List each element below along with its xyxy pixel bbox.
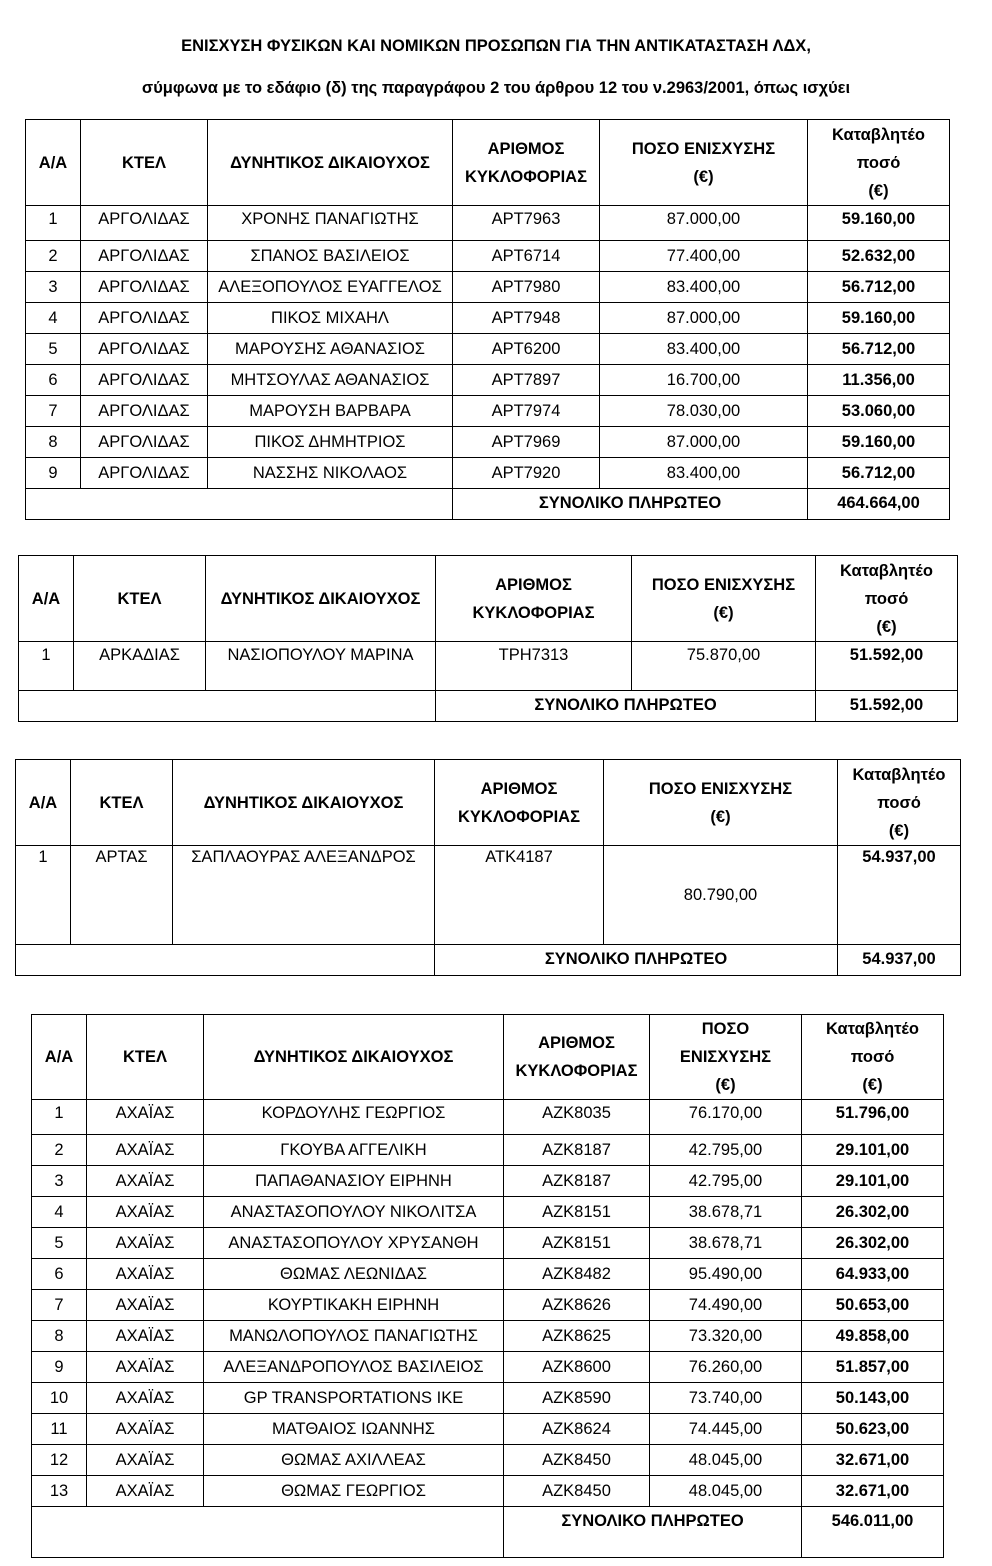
cell-subsidy: 75.870,00: [632, 642, 816, 691]
table-row: [26, 272, 950, 303]
cell-beneficiary: ΠΙΚΟΣ ΜΙΧΑΗΛ: [208, 303, 453, 334]
beneficiaries-table: [25, 119, 950, 520]
cell-plate: ΑΡΤ6200: [453, 334, 600, 365]
cell-plate: ΑΡΤ6714: [453, 241, 600, 272]
cell-ktel: ΑΧΑΪΑΣ: [87, 1414, 204, 1445]
cell-payable: 56.712,00: [808, 458, 950, 489]
cell-subsidy: 73.740,00: [650, 1383, 802, 1414]
cell-subsidy: 76.260,00: [650, 1352, 802, 1383]
cell-beneficiary: ΠΑΠΑΘΑΝΑΣΙΟΥ ΕΙΡΗΝΗ: [204, 1166, 504, 1197]
header-subsidy: [604, 760, 838, 846]
header-plate: ΑΡΙΘΜΟΣ ΚΥΚΛΟΦΟΡΙΑΣ: [435, 760, 604, 846]
cell-beneficiary: ΜΑΤΘΑΙΟΣ ΙΩΑΝΝΗΣ: [204, 1414, 504, 1445]
cell-payable: 59.160,00: [808, 206, 950, 241]
cell-payable: 32.671,00: [802, 1445, 944, 1476]
cell-aa: 1: [32, 1100, 87, 1135]
cell-beneficiary: ΣΑΠΛΑΟΥΡΑΣ ΑΛΕΞΑΝΔΡΟΣ: [173, 846, 435, 945]
cell-plate: ΑΖΚ8187: [504, 1135, 650, 1166]
total-value: 51.592,00: [816, 691, 958, 722]
cell-beneficiary: ΘΩΜΑΣ ΛΕΩΝΙΔΑΣ: [204, 1259, 504, 1290]
cell-ktel: ΑΧΑΪΑΣ: [87, 1166, 204, 1197]
cell-beneficiary: ΘΩΜΑΣ ΑΧΙΛΛΕΑΣ: [204, 1445, 504, 1476]
table-row: [32, 1197, 944, 1228]
cell-beneficiary: ΑΝΑΣΤΑΣΟΠΟΥΛΟΥ ΧΡΥΣΑΝΘΗ: [204, 1228, 504, 1259]
cell-beneficiary: ΓΚΟΥΒΑ ΑΓΓΕΛΙΚΗ: [204, 1135, 504, 1166]
cell-ktel: ΑΧΑΪΑΣ: [87, 1290, 204, 1321]
table-row: [32, 1414, 944, 1445]
cell-payable: 64.933,00: [802, 1259, 944, 1290]
cell-ktel: ΑΡΓΟΛΙΔΑΣ: [81, 427, 208, 458]
total-empty-cell: [16, 945, 435, 976]
cell-aa: 8: [26, 427, 81, 458]
cell-ktel: ΑΡΓΟΛΙΔΑΣ: [81, 303, 208, 334]
cell-payable: 50.623,00: [802, 1414, 944, 1445]
header-subsidy: [632, 556, 816, 642]
total-row: [19, 691, 958, 722]
cell-beneficiary: ΧΡΟΝΗΣ ΠΑΝΑΓΙΩΤΗΣ: [208, 206, 453, 241]
total-label: ΣΥΝΟΛΙΚΟ ΠΛΗΡΩΤΕΟ: [504, 1507, 802, 1558]
table-header-row: [16, 760, 961, 846]
cell-ktel: ΑΧΑΪΑΣ: [87, 1197, 204, 1228]
cell-aa: 5: [32, 1228, 87, 1259]
cell-subsidy: 87.000,00: [600, 303, 808, 334]
cell-plate: ΑΖΚ8035: [504, 1100, 650, 1135]
cell-subsidy: 83.400,00: [600, 334, 808, 365]
cell-aa: 11: [32, 1414, 87, 1445]
cell-subsidy: 42.795,00: [650, 1166, 802, 1197]
cell-subsidy: 38.678,71: [650, 1228, 802, 1259]
cell-ktel: ΑΧΑΪΑΣ: [87, 1259, 204, 1290]
table-row: [16, 846, 961, 945]
cell-beneficiary: ΜΑΡΟΥΣΗΣ ΑΘΑΝΑΣΙΟΣ: [208, 334, 453, 365]
table-row: [32, 1445, 944, 1476]
total-row: [32, 1507, 944, 1558]
cell-plate: ΑΖΚ8600: [504, 1352, 650, 1383]
cell-payable: 51.796,00: [802, 1100, 944, 1135]
cell-subsidy: 48.045,00: [650, 1445, 802, 1476]
cell-plate: ΑΡΤ7948: [453, 303, 600, 334]
table-row: [32, 1135, 944, 1166]
table-row: [26, 303, 950, 334]
header-plate: ΑΡΙΘΜΟΣ ΚΥΚΛΟΦΟΡΙΑΣ: [436, 556, 632, 642]
header-subsidy-text: ΠΟΣΟ ΕΝΙΣΧΥΣΗΣ (€): [631, 139, 776, 186]
cell-subsidy: 76.170,00: [650, 1100, 802, 1135]
beneficiaries-table: [15, 759, 961, 976]
header-payable: [838, 760, 961, 846]
cell-plate: ΑΖΚ8626: [504, 1290, 650, 1321]
cell-beneficiary: ΠΙΚΟΣ ΔΗΜΗΤΡΙΟΣ: [208, 427, 453, 458]
cell-ktel: ΑΡΤΑΣ: [71, 846, 173, 945]
header-subsidy: [650, 1015, 802, 1100]
cell-ktel: ΑΡΓΟΛΙΔΑΣ: [81, 272, 208, 303]
cell-subsidy: 87.000,00: [600, 206, 808, 241]
header-plate: ΑΡΙΘΜΟΣ ΚΥΚΛΟΦΟΡΙΑΣ: [453, 120, 600, 206]
cell-payable: 11.356,00: [808, 365, 950, 396]
total-label: ΣΥΝΟΛΙΚΟ ΠΛΗΡΩΤΕΟ: [436, 691, 816, 722]
cell-plate: ΑΡΤ7920: [453, 458, 600, 489]
table-header-row: [32, 1015, 944, 1100]
cell-payable: 53.060,00: [808, 396, 950, 427]
cell-beneficiary: ΚΟΥΡΤΙΚΑΚΗ ΕΙΡΗΝΗ: [204, 1290, 504, 1321]
header-payable-text: Καταβλητέο ποσό (€): [826, 1020, 919, 1094]
cell-payable: 56.712,00: [808, 334, 950, 365]
table-header-row: [26, 120, 950, 206]
header-beneficiary: ΔΥΝΗΤΙΚΟΣ ΔΙΚΑΙΟΥΧΟΣ: [173, 760, 435, 846]
cell-subsidy: 83.400,00: [600, 458, 808, 489]
beneficiaries-table: [31, 1014, 944, 1558]
cell-aa: 7: [32, 1290, 87, 1321]
cell-subsidy: 74.445,00: [650, 1414, 802, 1445]
table-row: [32, 1100, 944, 1135]
cell-beneficiary: ΜΑΝΩΛΟΠΟΥΛΟΣ ΠΑΝΑΓΙΩΤΗΣ: [204, 1321, 504, 1352]
cell-subsidy: 83.400,00: [600, 272, 808, 303]
cell-aa: 6: [26, 365, 81, 396]
header-aa: Α/Α: [32, 1015, 87, 1100]
table-row: [32, 1259, 944, 1290]
header-payable: [808, 120, 950, 206]
table-row: [32, 1321, 944, 1352]
header-beneficiary: ΔΥΝΗΤΙΚΟΣ ΔΙΚΑΙΟΥΧΟΣ: [206, 556, 436, 642]
table-row: [32, 1290, 944, 1321]
table-row: [26, 206, 950, 241]
cell-aa: 12: [32, 1445, 87, 1476]
cell-plate: ΑΤΚ4187: [435, 846, 604, 945]
cell-plate: ΑΖΚ8151: [504, 1228, 650, 1259]
cell-beneficiary: ΜΑΡΟΥΣΗ ΒΑΡΒΑΡΑ: [208, 396, 453, 427]
cell-payable: 26.302,00: [802, 1197, 944, 1228]
cell-subsidy: 38.678,71: [650, 1197, 802, 1228]
cell-beneficiary: GP TRANSPORTATIONS IKE: [204, 1383, 504, 1414]
table-row: [26, 365, 950, 396]
cell-beneficiary: ΑΛΕΞΟΠΟΥΛΟΣ ΕΥΑΓΓΕΛΟΣ: [208, 272, 453, 303]
table-row: [26, 427, 950, 458]
document-title: ΕΝΙΣΧΥΣΗ ΦΥΣΙΚΩΝ ΚΑΙ ΝΟΜΙΚΩΝ ΠΡΟΣΩΠΩΝ ΓΙΑ ΤΗΝ ΑΝΤΙΚΑΤΑΣΤΑΣΗ ΛΔΧ,: [181, 37, 811, 55]
cell-payable: 51.857,00: [802, 1352, 944, 1383]
cell-payable: 59.160,00: [808, 427, 950, 458]
cell-aa: 4: [26, 303, 81, 334]
cell-ktel: ΑΡΓΟΛΙΔΑΣ: [81, 458, 208, 489]
cell-ktel: ΑΧΑΪΑΣ: [87, 1352, 204, 1383]
cell-plate: ΑΖΚ8151: [504, 1197, 650, 1228]
cell-ktel: ΑΧΑΪΑΣ: [87, 1476, 204, 1507]
cell-plate: ΑΖΚ8450: [504, 1476, 650, 1507]
cell-plate: ΑΡΤ7897: [453, 365, 600, 396]
cell-aa: 10: [32, 1383, 87, 1414]
cell-ktel: ΑΡΓΟΛΙΔΑΣ: [81, 334, 208, 365]
cell-ktel: ΑΡΓΟΛΙΔΑΣ: [81, 206, 208, 241]
header-payable-text: Καταβλητέο ποσό (€): [832, 125, 925, 200]
cell-beneficiary: ΜΗΤΣΟΥΛΑΣ ΑΘΑΝΑΣΙΟΣ: [208, 365, 453, 396]
cell-plate: ΑΡΤ7963: [453, 206, 600, 241]
table-row: [32, 1383, 944, 1414]
header-ktel: ΚΤΕΛ: [71, 760, 173, 846]
cell-aa: 6: [32, 1259, 87, 1290]
cell-subsidy: 95.490,00: [650, 1259, 802, 1290]
cell-aa: 1: [16, 846, 71, 945]
cell-ktel: ΑΡΓΟΛΙΔΑΣ: [81, 241, 208, 272]
header-aa: Α/Α: [26, 120, 81, 206]
total-empty-cell: [32, 1507, 504, 1558]
header-subsidy-text: ΠΟΣΟ ΕΝΙΣΧΥΣΗΣ (€): [648, 779, 793, 826]
document-subtitle: σύμφωνα με το εδάφιο (δ) της παραγράφου 2 του άρθρου 12 του ν.2963/2001, όπως ισχύει: [141, 79, 851, 97]
cell-subsidy: 80.790,00: [604, 846, 838, 945]
header-payable-text: Καταβλητέο ποσό (€): [840, 561, 933, 636]
cell-plate: ΑΖΚ8624: [504, 1414, 650, 1445]
cell-aa: 2: [26, 241, 81, 272]
cell-subsidy: 77.400,00: [600, 241, 808, 272]
cell-payable: 50.143,00: [802, 1383, 944, 1414]
cell-ktel: ΑΧΑΪΑΣ: [87, 1228, 204, 1259]
cell-payable: 59.160,00: [808, 303, 950, 334]
table-row: [32, 1476, 944, 1507]
cell-ktel: ΑΧΑΪΑΣ: [87, 1135, 204, 1166]
table-row: [32, 1352, 944, 1383]
table-row: [26, 396, 950, 427]
cell-ktel: ΑΧΑΪΑΣ: [87, 1383, 204, 1414]
cell-aa: 9: [32, 1352, 87, 1383]
cell-subsidy: 42.795,00: [650, 1135, 802, 1166]
header-payable: [802, 1015, 944, 1100]
cell-subsidy: 73.320,00: [650, 1321, 802, 1352]
cell-plate: ΑΖΚ8590: [504, 1383, 650, 1414]
cell-aa: 8: [32, 1321, 87, 1352]
header-payable-text: Καταβλητέο ποσό (€): [852, 765, 946, 840]
table-row: [32, 1166, 944, 1197]
cell-aa: 7: [26, 396, 81, 427]
cell-payable: 32.671,00: [802, 1476, 944, 1507]
cell-subsidy: 74.490,00: [650, 1290, 802, 1321]
cell-aa: 3: [26, 272, 81, 303]
header-aa: Α/Α: [16, 760, 71, 846]
total-row: [26, 489, 950, 520]
cell-plate: ΑΖΚ8482: [504, 1259, 650, 1290]
header-plate: ΑΡΙΘΜΟΣ ΚΥΚΛΟΦΟΡΙΑΣ: [504, 1015, 650, 1100]
cell-plate: ΑΖΚ8187: [504, 1166, 650, 1197]
cell-ktel: ΑΧΑΪΑΣ: [87, 1321, 204, 1352]
total-value: 464.664,00: [808, 489, 950, 520]
table-row: [26, 458, 950, 489]
cell-plate: ΑΖΚ8450: [504, 1445, 650, 1476]
cell-plate: ΑΡΤ7974: [453, 396, 600, 427]
table-row: [32, 1228, 944, 1259]
cell-payable: 29.101,00: [802, 1135, 944, 1166]
table-row: [19, 642, 958, 691]
cell-beneficiary: ΣΠΑΝΟΣ ΒΑΣΙΛΕΙΟΣ: [208, 241, 453, 272]
header-ktel: ΚΤΕΛ: [81, 120, 208, 206]
table-row: [26, 334, 950, 365]
header-payable: [816, 556, 958, 642]
header-aa: Α/Α: [19, 556, 74, 642]
cell-aa: 2: [32, 1135, 87, 1166]
cell-payable: 29.101,00: [802, 1166, 944, 1197]
cell-aa: 13: [32, 1476, 87, 1507]
cell-subsidy: 87.000,00: [600, 427, 808, 458]
cell-beneficiary: ΑΛΕΞΑΝΔΡΟΠΟΥΛΟΣ ΒΑΣΙΛΕΙΟΣ: [204, 1352, 504, 1383]
total-label: ΣΥΝΟΛΙΚΟ ΠΛΗΡΩΤΕΟ: [435, 945, 838, 976]
total-value: 54.937,00: [838, 945, 961, 976]
cell-ktel: ΑΧΑΪΑΣ: [87, 1100, 204, 1135]
total-empty-cell: [19, 691, 436, 722]
cell-subsidy: 48.045,00: [650, 1476, 802, 1507]
header-ktel: ΚΤΕΛ: [87, 1015, 204, 1100]
cell-plate: ΤΡΗ7313: [436, 642, 632, 691]
cell-beneficiary: ΑΝΑΣΤΑΣΟΠΟΥΛΟΥ ΝΙΚΟΛΙΤΣΑ: [204, 1197, 504, 1228]
cell-ktel: ΑΡΚΑΔΙΑΣ: [74, 642, 206, 691]
cell-aa: 4: [32, 1197, 87, 1228]
cell-payable: 50.653,00: [802, 1290, 944, 1321]
table-row: [26, 241, 950, 272]
cell-beneficiary: ΘΩΜΑΣ ΓΕΩΡΓΙΟΣ: [204, 1476, 504, 1507]
cell-aa: 5: [26, 334, 81, 365]
cell-beneficiary: ΚΟΡΔΟΥΛΗΣ ΓΕΩΡΓΙΟΣ: [204, 1100, 504, 1135]
table-header-row: [19, 556, 958, 642]
cell-plate: ΑΖΚ8625: [504, 1321, 650, 1352]
cell-payable: 56.712,00: [808, 272, 950, 303]
cell-aa: 3: [32, 1166, 87, 1197]
header-ktel: ΚΤΕΛ: [74, 556, 206, 642]
total-empty-cell: [26, 489, 453, 520]
beneficiaries-table: [18, 555, 958, 722]
cell-plate: ΑΡΤ7969: [453, 427, 600, 458]
cell-subsidy: 78.030,00: [600, 396, 808, 427]
cell-subsidy: 16.700,00: [600, 365, 808, 396]
cell-aa: 1: [19, 642, 74, 691]
cell-payable: 54.937,00: [838, 846, 961, 945]
header-subsidy-text: ΠΟΣΟ ΕΝΙΣΧΥΣΗΣ (€): [679, 1020, 772, 1094]
cell-beneficiary: ΝΑΣΣΗΣ ΝΙΚΟΛΑΟΣ: [208, 458, 453, 489]
cell-plate: ΑΡΤ7980: [453, 272, 600, 303]
total-row: [16, 945, 961, 976]
header-beneficiary: ΔΥΝΗΤΙΚΟΣ ΔΙΚΑΙΟΥΧΟΣ: [208, 120, 453, 206]
cell-ktel: ΑΡΓΟΛΙΔΑΣ: [81, 365, 208, 396]
cell-payable: 52.632,00: [808, 241, 950, 272]
header-beneficiary: ΔΥΝΗΤΙΚΟΣ ΔΙΚΑΙΟΥΧΟΣ: [204, 1015, 504, 1100]
cell-payable: 26.302,00: [802, 1228, 944, 1259]
cell-beneficiary: ΝΑΣΙΟΠΟΥΛΟΥ ΜΑΡΙΝΑ: [206, 642, 436, 691]
header-subsidy: [600, 120, 808, 206]
cell-payable: 49.858,00: [802, 1321, 944, 1352]
total-value: 546.011,00: [802, 1507, 944, 1558]
cell-aa: 9: [26, 458, 81, 489]
cell-payable: 51.592,00: [816, 642, 958, 691]
header-subsidy-text: ΠΟΣΟ ΕΝΙΣΧΥΣΗΣ (€): [651, 575, 796, 622]
cell-aa: 1: [26, 206, 81, 241]
cell-ktel: ΑΡΓΟΛΙΔΑΣ: [81, 396, 208, 427]
total-label: ΣΥΝΟΛΙΚΟ ΠΛΗΡΩΤΕΟ: [453, 489, 808, 520]
cell-ktel: ΑΧΑΪΑΣ: [87, 1445, 204, 1476]
